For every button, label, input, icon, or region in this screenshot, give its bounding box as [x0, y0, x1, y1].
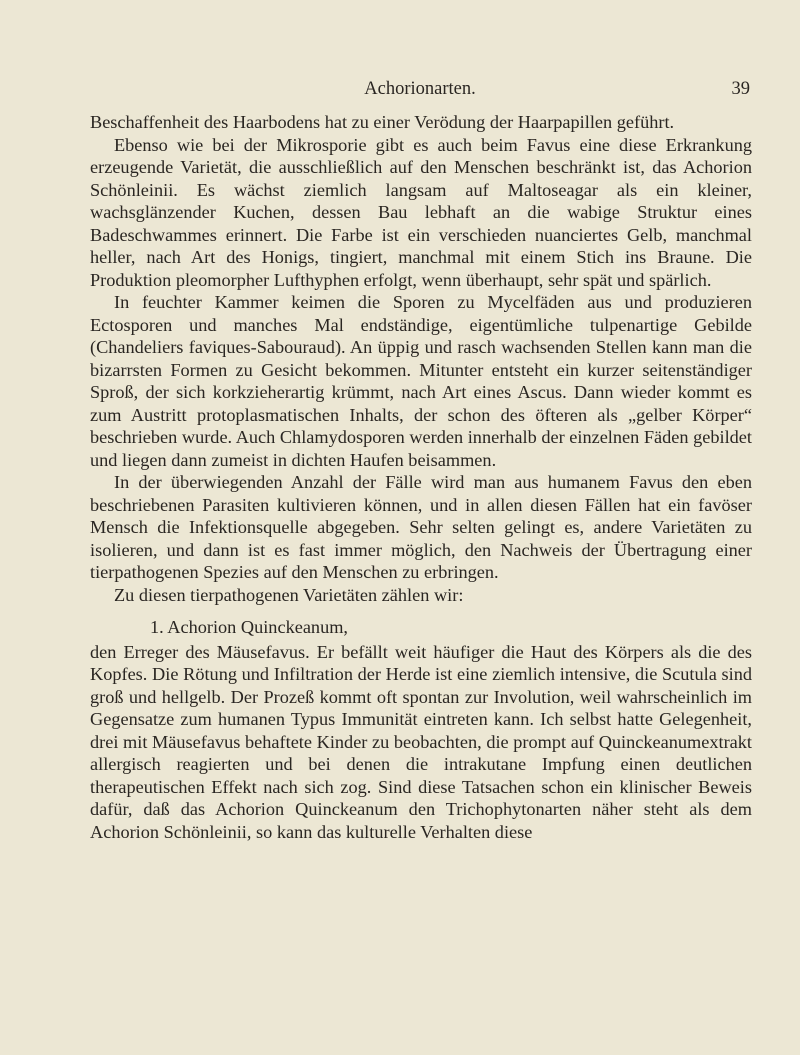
section-heading: 1. Achorion Quinckeanum, — [150, 617, 349, 637]
paragraph: den Erreger des Mäusefavus. Er befällt weit häufiger die Haut des Körpers als die des Kopfes. Die Rötung und Infiltration der Herde ist eine ziemlich intensive, die Scutula sind groß und hellgelb. Der Prozeß kommt oft spontan zur Involution, weil wahrscheinlich im Gegensatze zum humanen Typus Immunität eintreten kann. Ich selbst hatte Gelegenheit, drei mit Mäusefavus behaftete Kinder zu beobachten, die prompt auf Quinckeanumextrakt allergisch reagierten und bei denen die intrakutane Impfung einen deutlichen therapeutischen Effekt nach sich zog. Sind diese Tatsachen schon ein klinischer Beweis dafür, daß das Achorion Quinckeanum den Trichophytonarten näher steht als dem Achorion Schönleinii, so kann das kulturelle Verhalten diese — [90, 641, 752, 842]
running-title: Achorionarten. — [364, 79, 476, 99]
paragraph: Ebenso wie bei der Mikrosporie gibt es auch beim Favus eine diese Erkrankung erzeugende Varietät, die ausschließlich auf den Menschen beschränkt ist, das Achorion Schönleinii. Es wächst ziemlich langsam auf Maltoseagar als ein kleiner, wachsglänzender Kuchen, dessen Bau lebhaft an die wabige Struktur eines Badeschwammes erinnert. Die Farbe ist ein verschieden nuanciertes Gelb, manchmal heller, nach Art des Honigs, tingiert, manchmal mit einem Stich ins Braune. Die Produktion pleomorpher Lufthyphen erfolgt, wenn überhaupt, sehr spät und spärlich. — [90, 134, 752, 290]
running-head — [90, 76, 750, 102]
paragraph: Zu diesen tierpathogenen Varietäten zählen wir: — [114, 584, 464, 605]
paragraph: Beschaffenheit des Haarbodens hat zu einer Verödung der Haarpapillen geführt. — [90, 112, 675, 132]
page-number: 39 — [731, 79, 750, 99]
paragraph: In feuchter Kammer keimen die Sporen zu Mycelfäden aus und produzieren Ectosporen und manches Mal endständige, eigentümliche tulpenartige Gebilde (Chandeliers faviques-Sabouraud). An üppig und rasch wachsenden Stellen kann man die bizarrsten Formen zu Gesicht bekommen. Mitunter entsteht ein kurzer seitenständiger Sproß, der sich korkzieherartig krümmt, nach Art eines Ascus. Dann wieder kommt es zum Austritt protoplasmatischen Inhalts, der schon des öfteren als „gelber Körper“ beschrieben wurde. Auch Chlamydosporen werden innerhalb der einzelnen Fäden gebildet und liegen dann zumeist in dichten Haufen beisammen. — [90, 292, 752, 470]
paragraph: In der überwiegenden Anzahl der Fälle wird man aus humanem Favus den eben beschriebenen Parasiten kultivieren können, und in allen diesen Fällen hat ein favöser Mensch die Infektionsquelle abgegeben. Sehr selten gelingt es, andere Varietäten zu isolieren, und dann ist es fast immer möglich, den Nachweis der Übertragung einer tierpathogenen Spezies auf den Menschen zu erbringen. — [90, 472, 752, 582]
body-text — [90, 111, 752, 843]
